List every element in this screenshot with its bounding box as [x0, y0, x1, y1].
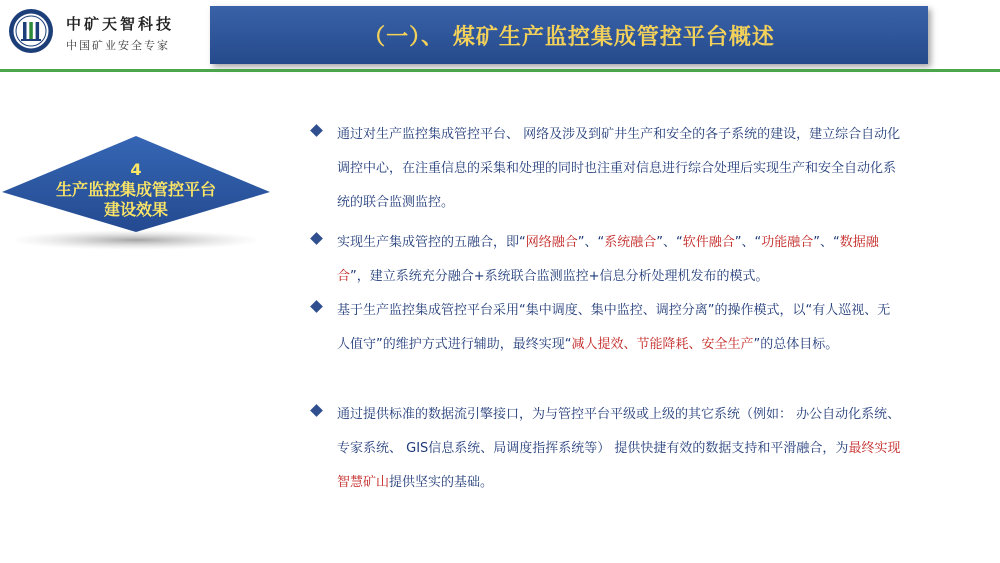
highlight-text: 功能融合: [761, 235, 814, 250]
highlight-text: 网络融合: [525, 235, 578, 250]
diamond-bullet-icon: [310, 124, 323, 137]
body-text: ”的总体目标。: [753, 337, 839, 352]
section-number: 4: [130, 160, 142, 179]
header-divider: [0, 69, 1000, 72]
section-title-line2: 建设效果: [103, 200, 168, 219]
body-text: 基于生产监控集成管控平台采用“集中调度、集中监控、调控分离”的操作模式，以“有人巡视、无人值守”的维护方式进行辅助，最终实现“: [337, 303, 891, 352]
title-banner: [210, 6, 928, 64]
body-text: ”，建立系统充分融合+系统联合监测监控+信息分析处理机发布的模式。: [350, 269, 769, 284]
company-seal-icon: [8, 8, 54, 54]
section-label: [0, 136, 272, 256]
body-text: ”、“: [656, 235, 683, 250]
body-text: 实现生产集成管控的五融合，即“: [337, 235, 526, 250]
highlight-text: 系统融合: [604, 235, 657, 250]
section-title-line1: 生产监控集成管控平台: [55, 180, 216, 199]
company-name: 中矿天智科技: [66, 15, 175, 33]
bullet-text: [337, 294, 902, 362]
body-text: ”、“: [577, 235, 605, 250]
body-text: 通过提供标准的数据流引擎接口，为与管控平台平级或上级的其它系统（例如： 办公自动化系统、专家系统、 GIS信息系统、局调度指挥系统等） 提供快捷有效的数据支持和平滑融合，为: [337, 407, 901, 456]
page-title: （一）、 煤矿生产监控集成管控平台概述: [363, 24, 775, 50]
body-text: 通过对生产监控集成管控平台、 网络及涉及到矿井生产和安全的各子系统的建设，建立综合自动化调控中心，在注重信息的采集和处理的同时也注重对信息进行综合处理后实现生产和安全自动化系统的联合监测监控。: [337, 127, 901, 210]
body-text: 提供坚实的基础。: [389, 475, 494, 490]
company-slogan: 中国矿业安全专家: [66, 39, 170, 52]
highlight-text: 减人提效、节能降耗、安全生产: [571, 337, 754, 352]
bullet-text: [337, 398, 902, 500]
diamond-bullet-icon: [310, 232, 323, 245]
highlight-text: 软件融合: [682, 235, 735, 250]
section-label-text: [0, 160, 272, 220]
body-text: ”、“: [734, 235, 762, 250]
diamond-bullet-icon: [310, 404, 323, 417]
company-logo: [8, 6, 198, 56]
body-text: ”、“: [813, 235, 840, 250]
diamond-bullet-icon: [310, 300, 323, 313]
highlight-text: 最终实现智慧矿山: [337, 441, 901, 490]
highlight-text: 数据融合: [337, 235, 879, 284]
bullet-text: [337, 118, 902, 220]
bullet-text: [337, 226, 902, 294]
